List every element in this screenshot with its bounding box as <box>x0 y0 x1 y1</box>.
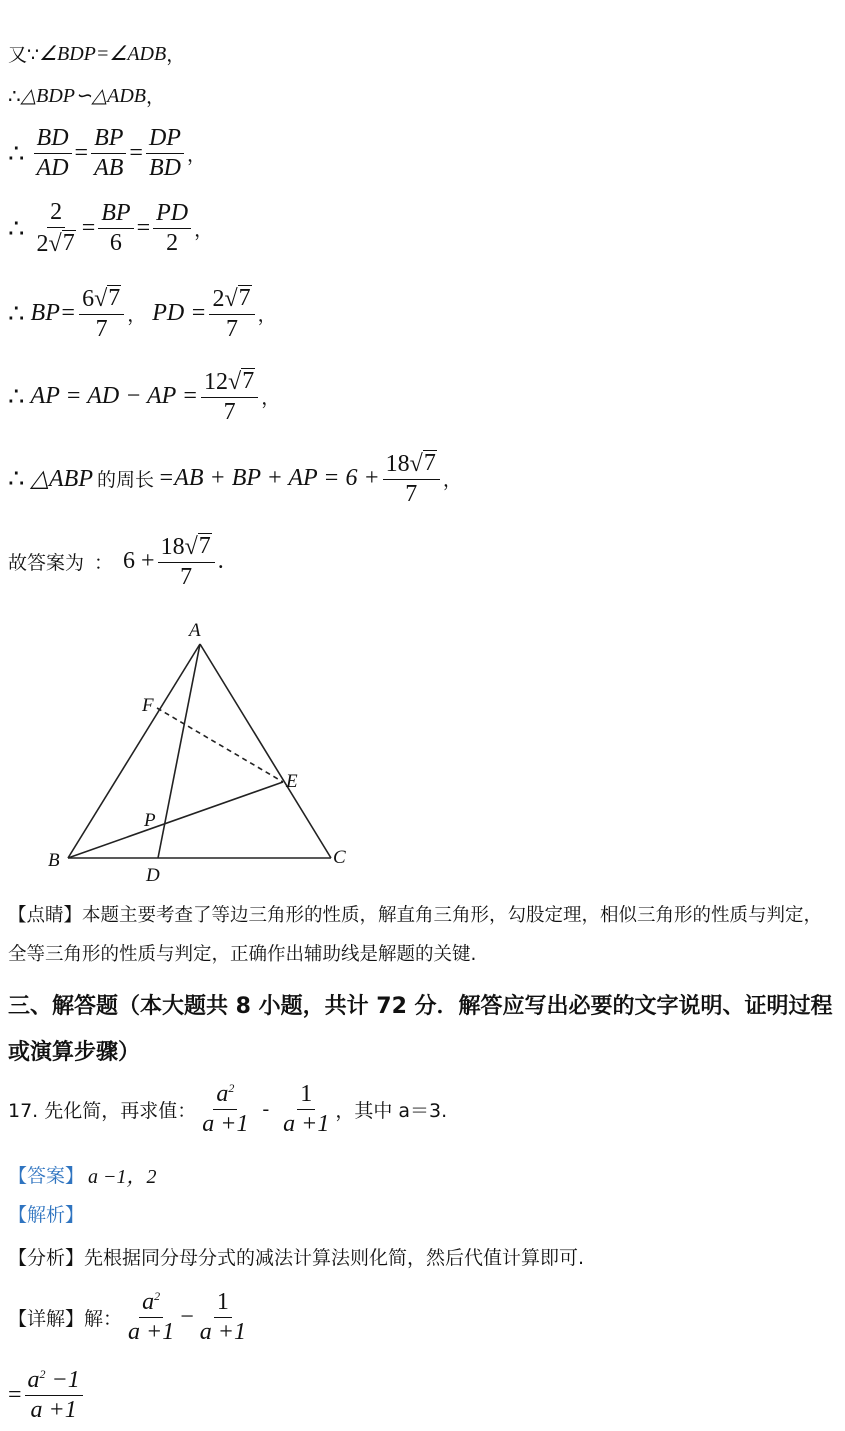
label-p: P <box>144 810 156 831</box>
question-17 <box>8 1082 447 1137</box>
step1-line <box>8 1368 86 1423</box>
fraction: $\frac{a^2}{a +1}$ <box>128 1289 175 1346</box>
step-bp-pd <box>8 285 277 343</box>
dianjing-tag: 【点睛】 <box>8 905 83 926</box>
similar-expr: △BDP∽△ADB <box>20 85 147 107</box>
therefore-symbol: ∴ <box>8 463 25 494</box>
dianjing-text: 本题主要考查了等边三角形的性质，解直角三角形，勾股定理，相似三角形的性质与判定，全等三角形的性质与判定，正确作出辅助线是解题的关键. <box>8 905 823 965</box>
fraction: 2 √ 7 7 <box>209 285 254 343</box>
segment-ad <box>158 644 200 858</box>
comma: ， <box>186 144 206 167</box>
therefore-symbol: ∴ <box>8 83 21 108</box>
label-b: B <box>48 850 60 871</box>
equals-sign: = <box>8 1382 22 1409</box>
colon: ： <box>94 552 114 575</box>
comma: ， <box>127 304 147 327</box>
comma: ， <box>442 469 462 492</box>
therefore-symbol: ∴ <box>8 381 25 412</box>
triangle-name: △ABP <box>30 466 93 493</box>
step-angle-equal <box>8 40 185 67</box>
step-perimeter <box>8 450 462 508</box>
xiangjie-lead: 解： <box>84 1308 123 1331</box>
therefore-symbol: ∴ <box>8 138 25 169</box>
fraction: $\frac{DP}{BD}$ <box>146 126 184 181</box>
fenxi-text: 先根据同分母分式的减法计算法则化简，然后代值计算即可. <box>84 1247 585 1269</box>
answer-label: 故答案为 <box>8 552 85 575</box>
fraction: 12 √ 7 7 <box>201 368 258 426</box>
segment-be <box>68 782 283 858</box>
ap-expr: AP = AD − AP = <box>30 383 199 410</box>
fraction: 6 √ 7 7 <box>79 285 124 343</box>
fraction: $\frac{1}{a +1}$ <box>283 1081 330 1138</box>
therefore-symbol: ∴ <box>8 213 25 244</box>
xiangjie-line <box>8 1290 252 1345</box>
xiangjie-tag: 【详解】 <box>8 1308 85 1331</box>
fraction: $\frac{BD}{AD}$ <box>34 126 72 181</box>
label-e: E <box>286 771 298 792</box>
analysis-line <box>8 1200 84 1227</box>
label-c: C <box>333 847 346 868</box>
fraction: $\frac{a^2 -1}{a +1}$ <box>25 1368 83 1423</box>
analysis-tag: 【解析】 <box>8 1204 85 1226</box>
question-condition: ，其中 a＝3. <box>335 1100 448 1123</box>
side-ac <box>200 644 331 858</box>
fenxi-line <box>8 1243 584 1270</box>
therefore-symbol: ∴ <box>8 298 25 329</box>
comma: ， <box>261 387 281 410</box>
label-f: F <box>142 695 154 716</box>
dianjing-paragraph <box>8 896 838 974</box>
fraction: $\frac{PD}{2}$ <box>153 201 191 256</box>
comma: ， <box>166 44 186 66</box>
fraction: 2 2 √ 7 <box>36 199 75 258</box>
because-prefix: 又∵ <box>8 44 40 66</box>
fraction: $\frac{1}{a +1}$ <box>199 1289 246 1346</box>
section-heading <box>8 984 843 1076</box>
comma: ， <box>257 304 277 327</box>
step-ap <box>8 368 280 426</box>
answer-expr: 6 + <box>123 548 155 575</box>
fraction: 18 √ 7 7 <box>158 533 215 591</box>
fraction: 18 √ 7 7 <box>383 450 440 508</box>
section-title: 三、解答题（本大题共 8 小题，共计 72 分．解答应写出必要的文字说明、证明过程或演算步骤） <box>8 994 833 1065</box>
fraction: $\frac{a^2}{a +1}$ <box>202 1081 249 1138</box>
perimeter-label: 的周长 <box>96 469 154 492</box>
segment-fe-dashed <box>157 708 283 782</box>
question-label: 17. 先化简，再求值： <box>8 1100 197 1123</box>
minus-sign: − <box>180 1304 194 1331</box>
pd-label: PD = <box>152 300 207 327</box>
perimeter-expr: =AB + BP + AP = 6 + <box>158 465 380 492</box>
step-ratio-values: ∴ 2 2 √ 7 = $\frac{BP}{6}$ = $\frac{PD}{2}$ ， <box>8 199 214 258</box>
answer-value: a −1，2 <box>88 1166 157 1188</box>
label-d: D <box>146 865 160 886</box>
comma: ， <box>194 219 214 242</box>
bp-label: BP= <box>30 300 77 327</box>
fraction: $\frac{BP}{AB}$ <box>91 126 126 181</box>
side-ab <box>68 644 200 858</box>
minus-sign: - <box>262 1098 270 1121</box>
answer-tag: 【答案】 <box>8 1165 85 1187</box>
step-ratio-letters: ∴ $\frac{BD}{AD}$ = $\frac{BP}{AB}$ = $\frac{DP}{BD}$ ， <box>8 125 206 182</box>
step-similar <box>8 82 165 109</box>
final-answer-line <box>8 533 224 591</box>
period: . <box>217 548 224 575</box>
fraction: $\frac{BP}{6}$ <box>98 201 133 256</box>
label-a: A <box>189 620 201 641</box>
angle-expr: ∠BDP=∠ADB <box>39 43 167 65</box>
comma: ， <box>146 86 166 108</box>
answer-line <box>8 1160 157 1189</box>
fenxi-tag: 【分析】 <box>8 1247 85 1269</box>
